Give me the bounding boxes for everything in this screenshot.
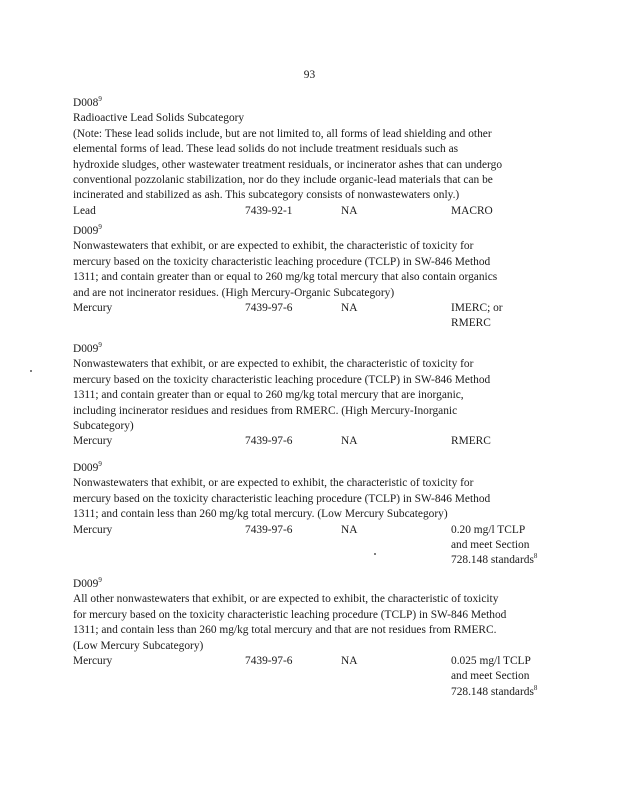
description-line: for mercury based on the toxicity characteristic leaching procedure (TCLP) in SW-846 Method (73, 608, 507, 621)
nonwastewater-value: NA (341, 204, 358, 217)
constituent-name: Mercury (73, 523, 113, 536)
cas-number: 7439-97-6 (245, 523, 293, 536)
description-line: Subcategory) (73, 420, 134, 433)
cas-number: 7439-97-6 (245, 302, 293, 315)
treatment-standard (451, 204, 493, 219)
treatment-standard-text: 0.025 mg/l TCLP and meet Section 728.148 standards (451, 655, 534, 698)
description-line: including incinerator residues and residues from RMERC. (High Mercury-Inorganic (73, 404, 458, 417)
waste-code-number: D009 (73, 462, 99, 474)
constituent-row (73, 654, 553, 698)
waste-code (73, 577, 553, 592)
waste-code (73, 224, 553, 239)
description-line: mercury based on the toxicity characteristic leaching procedure (TCLP) in SW-846 Method (73, 255, 491, 268)
nonwastewater-value: NA (341, 435, 358, 448)
scan-speck (374, 553, 376, 555)
cas-number: 7439-97-6 (245, 435, 293, 448)
description-line: 1311; and contain less than 260 mg/kg total mercury and that are not residues from RMERC. (73, 624, 497, 637)
constituent-row (73, 523, 553, 567)
description-line: (Note: These lead solids include, but are not limited to, all forms of lead shielding and other (73, 127, 492, 140)
description-line: mercury based on the toxicity characteristic leaching procedure (TCLP) in SW-846 Method (73, 373, 491, 386)
scan-speck (30, 370, 32, 372)
waste-code-number: D009 (73, 343, 99, 355)
treatment-standard-text: MACRO (451, 204, 493, 217)
footnote-mark: 8 (533, 552, 538, 561)
constituent-name: Mercury (73, 302, 113, 315)
description-line: 1311; and contain greater than or equal to 260 mg/kg total mercury that are inorganic, (73, 389, 464, 402)
description-line: elemental forms of lead. These lead solids do not include treatment residuals such as (73, 143, 459, 156)
description-line: 1311; and contain less than 260 mg/kg total mercury. (Low Mercury Subcategory) (73, 508, 448, 521)
waste-code-section (73, 223, 553, 330)
description-line: Nonwastewaters that exhibit, or are expected to exhibit, the characteristic of toxicity for (73, 240, 474, 253)
constituent-row (73, 434, 553, 449)
cas-number: 7439-97-6 (245, 655, 293, 668)
constituent-row (73, 301, 553, 330)
footnote-mark: 9 (98, 460, 102, 469)
constituent-name: Mercury (73, 435, 113, 448)
waste-code-section (73, 576, 553, 698)
waste-code-section (73, 342, 553, 450)
waste-code (73, 96, 553, 111)
waste-code-number: D009 (73, 225, 99, 237)
waste-code-section (73, 96, 553, 219)
treatment-standard-text: RMERC (451, 435, 491, 448)
footnote-mark: 9 (98, 341, 102, 350)
description-line: (Low Mercury Subcategory) (73, 639, 204, 652)
constituent-row (73, 204, 553, 219)
description-line: 1311; and contain greater than or equal to 260 mg/kg total mercury that also contain organics (73, 271, 498, 284)
constituent-name: Mercury (73, 655, 113, 668)
description-line: incinerated and stabilized as ash. This subcategory consists of nonwastewaters only.) (73, 189, 460, 202)
treatment-standard (451, 434, 491, 449)
page-number: 93 (303, 69, 316, 81)
subcategory-title: Radioactive Lead Solids Subcategory (73, 112, 245, 125)
footnote-mark: 9 (98, 576, 102, 585)
waste-code-number: D009 (73, 578, 99, 590)
description-line: hydroxide sludges, other wastewater treatment residuals, or incinerator ashes that can undergo (73, 158, 503, 171)
nonwastewater-value: NA (341, 302, 358, 315)
treatment-standard (451, 654, 537, 700)
description-line: Nonwastewaters that exhibit, or are expected to exhibit, the characteristic of toxicity for (73, 358, 474, 371)
footnote-mark: 8 (533, 684, 538, 693)
description-line: All other nonwastewaters that exhibit, or are expected to exhibit, the characteristic of toxicity (73, 593, 499, 606)
constituent-name: Lead (73, 204, 96, 217)
description-line: conventional pozzolanic stabilization, nor do they include organic-lead materials that can be (73, 174, 493, 187)
treatment-standard-text: IMERC; or RMERC (451, 302, 503, 330)
description-line: and are not incinerator residues. (High Mercury-Organic Subcategory) (73, 286, 395, 299)
treatment-standard-text: 0.20 mg/l TCLP and meet Section 728.148 standards (451, 523, 534, 567)
waste-code (73, 461, 553, 476)
waste-code-number: D008 (73, 97, 99, 109)
treatment-standard (451, 523, 537, 569)
description-line: mercury based on the toxicity characteristic leaching procedure (TCLP) in SW-846 Method (73, 492, 491, 505)
waste-code-section (73, 460, 553, 567)
footnote-mark: 9 (98, 223, 102, 232)
nonwastewater-value: NA (341, 523, 358, 536)
nonwastewater-value: NA (341, 655, 358, 668)
description-line: Nonwastewaters that exhibit, or are expected to exhibit, the characteristic of toxicity for (73, 477, 474, 490)
footnote-mark: 9 (98, 95, 102, 104)
cas-number: 7439-92-1 (245, 204, 293, 217)
treatment-standard (451, 301, 503, 332)
waste-code (73, 342, 553, 357)
